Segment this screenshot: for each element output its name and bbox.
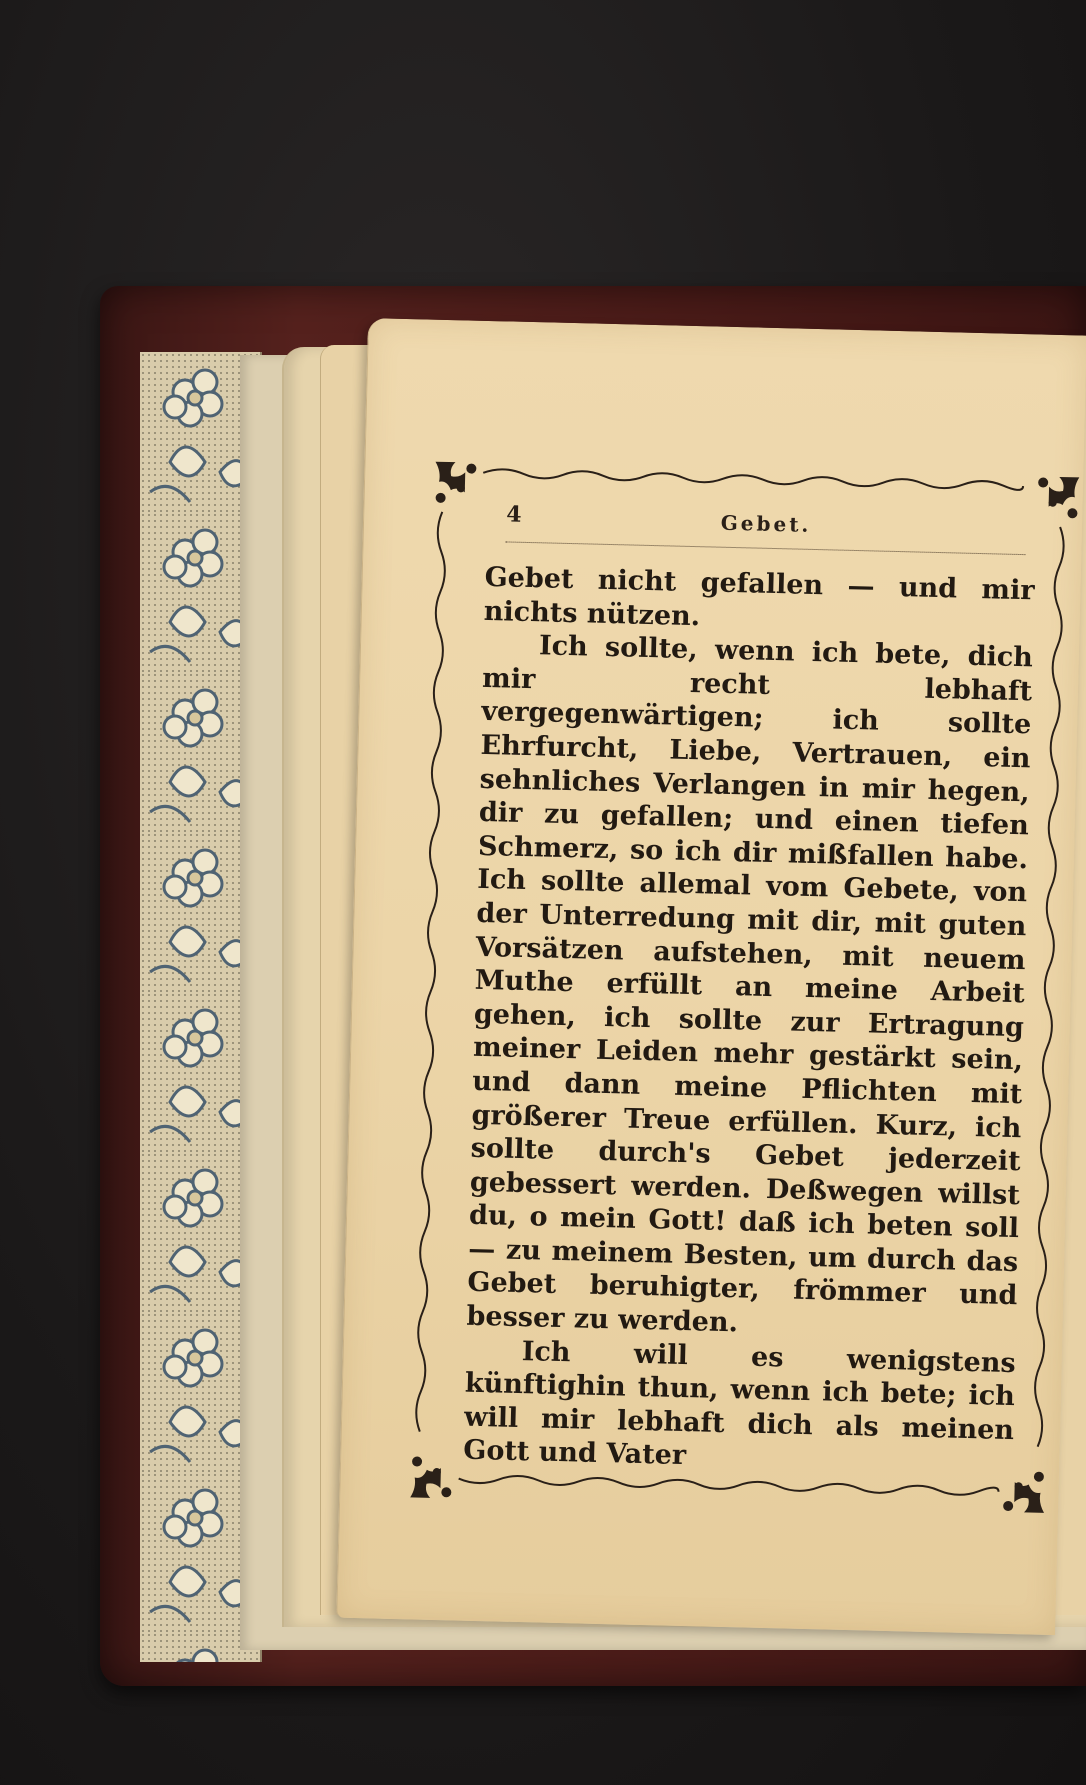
corner-ornament-icon bbox=[406, 1445, 463, 1502]
corner-ornament-icon bbox=[1026, 472, 1083, 529]
body-text bbox=[462, 561, 1035, 1472]
page-number: 4 bbox=[505, 501, 522, 528]
paragraph: Gebet nicht gefallen — und mir nichts nützen. bbox=[483, 561, 1035, 632]
paragraph: Ich will es wenigstens künftighin thun, wenn ich bete; ich will mir lebhaft dich als meinen Gott und Vater bbox=[462, 1335, 1017, 1472]
ornamental-frame bbox=[419, 472, 1061, 1493]
book-page bbox=[336, 318, 1086, 1635]
corner-ornament-icon bbox=[430, 458, 487, 515]
paragraph: Ich sollte, wenn ich bete, dich mir recht lebhaft vergegenwärtigen; ich sollte Ehrfurcht, Liebe, Vertrauen, ein sehnliches Verlangen in mir hegen, dir zu gefallen; und einen tiefen Schmerz, so ich dir mißfallen habe. Ich sollte allemal vom Gebete, von der Unterredung mit dir, mit guten Vorsätzen aufstehen, mit neuem Muthe erfüllt an meine Arbeit gehen, ich sollte zur Ertragung meiner Leiden mehr gestärkt sein, und dann meine Pflichten mit größerer Treue erfüllen. Kurz, ich sollte durch's Gebet jederzeit gebessert werden. Deßwegen willst du, o mein Gott! daß ich beten soll — zu meinem Besten, um durch das Gebet beruhigter, frömmer und besser zu werden. bbox=[466, 630, 1034, 1339]
running-head: Gebet. bbox=[720, 510, 812, 537]
